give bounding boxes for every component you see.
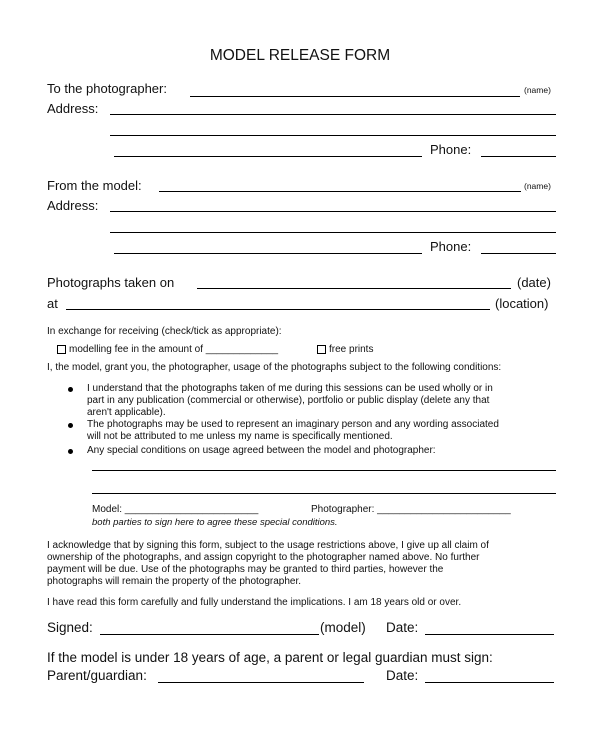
exchange-option-prints[interactable] [317,344,373,355]
condition-2-line-1: The photographs may be used to represent an imaginary person and any wording associated [87,419,499,430]
photographer-address-label: Address: [47,101,99,116]
special-model-label: Model: [92,504,123,515]
model-address-line-1[interactable] [110,211,556,212]
condition-2-line-2: will not be attributed to me unless my name is specifically mentioned. [87,431,393,442]
photographer-address-line-2[interactable] [110,135,556,136]
model-phone-field[interactable] [481,253,556,254]
taken-on-label: Photographs taken on [47,275,175,290]
guardian-date-field[interactable] [425,682,554,683]
prints-label: free prints [329,344,374,355]
bullet-3 [68,449,73,454]
photographer-address-line-1[interactable] [110,114,556,115]
model-signature-field[interactable] [100,634,319,635]
signed-date-label: Date: [386,620,419,635]
photographer-name-field[interactable] [190,96,520,97]
special-photographer-field[interactable]: ________________________ [377,504,511,515]
condition-1-line-1: I understand that the photographs taken of me during this sessions can be used wholly or in [87,383,493,394]
ack-line-2: ownership of the photographs, and assign copyright to the photographer named above. No further [47,552,480,563]
condition-1-line-3: aren't applicable). [87,407,166,418]
model-label: From the model: [47,178,142,193]
photographer-phone-label: Phone: [430,142,472,157]
guardian-label: Parent/guardian: [47,668,147,683]
exchange-intro: In exchange for receiving (check/tick as appropriate): [47,326,282,337]
model-address-line-2[interactable] [110,232,556,233]
model-phone-label: Phone: [430,239,472,254]
special-conditions-line-1[interactable] [92,470,556,471]
ack-line-1: I acknowledge that by signing this form, subject to the usage restrictions above, I give up all claim of [47,540,489,551]
taken-date-hint: (date) [517,275,551,290]
ack-line-4: photographs will remain the property of the photographer. [47,576,302,587]
special-photographer-label: Photographer: [311,504,375,515]
condition-1-line-2: part in any publication (commercial or otherwise), portfolio or public display (delete any that [87,395,490,406]
bullet-1 [68,387,73,392]
photographer-name-hint: (name) [524,85,551,95]
special-conditions-line-2[interactable] [92,493,556,494]
model-name-field[interactable] [159,191,521,192]
grant-statement: I, the model, grant you, the photographer, usage of the photographs subject to the following conditions: [47,362,502,373]
special-note: both parties to sign here to agree these special conditions. [92,517,338,528]
guardian-date-label: Date: [386,668,419,683]
fee-label: modelling fee in the amount of [69,344,203,355]
bullet-2 [68,423,73,428]
taken-location-hint: (location) [495,296,549,311]
model-name-hint: (name) [524,181,551,191]
guardian-notice: If the model is under 18 years of age, a parent or legal guardian must sign: [47,650,493,665]
guardian-signature-field[interactable] [158,682,364,683]
model-address-label: Address: [47,198,99,213]
photographer-phone-field[interactable] [481,156,556,157]
taken-location-field[interactable] [66,309,490,310]
ack-line-3: payment will be due. Use of the photographs may be granted to third parties, however the [47,564,444,575]
read-statement: I have read this form carefully and fully understand the implications. I am 18 years old or over. [47,597,462,608]
exchange-option-fee[interactable] [57,344,278,355]
signed-date-field[interactable] [425,634,554,635]
model-address-line-3[interactable] [114,253,422,254]
special-photographer-signature[interactable] [311,504,511,515]
special-model-field[interactable]: ________________________ [124,504,259,515]
photographer-label: To the photographer: [47,81,167,96]
fee-checkbox[interactable] [57,345,66,354]
taken-date-field[interactable] [197,288,511,289]
form-title: MODEL RELEASE FORM [209,47,391,64]
signed-model-hint: (model) [320,620,366,635]
fee-amount-field[interactable]: _____________ [205,344,279,355]
special-model-signature[interactable] [92,504,258,515]
taken-at-label: at [47,296,58,311]
condition-3: Any special conditions on usage agreed between the model and photographer: [87,445,436,456]
photographer-address-line-3[interactable] [114,156,422,157]
prints-checkbox[interactable] [317,345,326,354]
signed-label: Signed: [47,620,93,635]
